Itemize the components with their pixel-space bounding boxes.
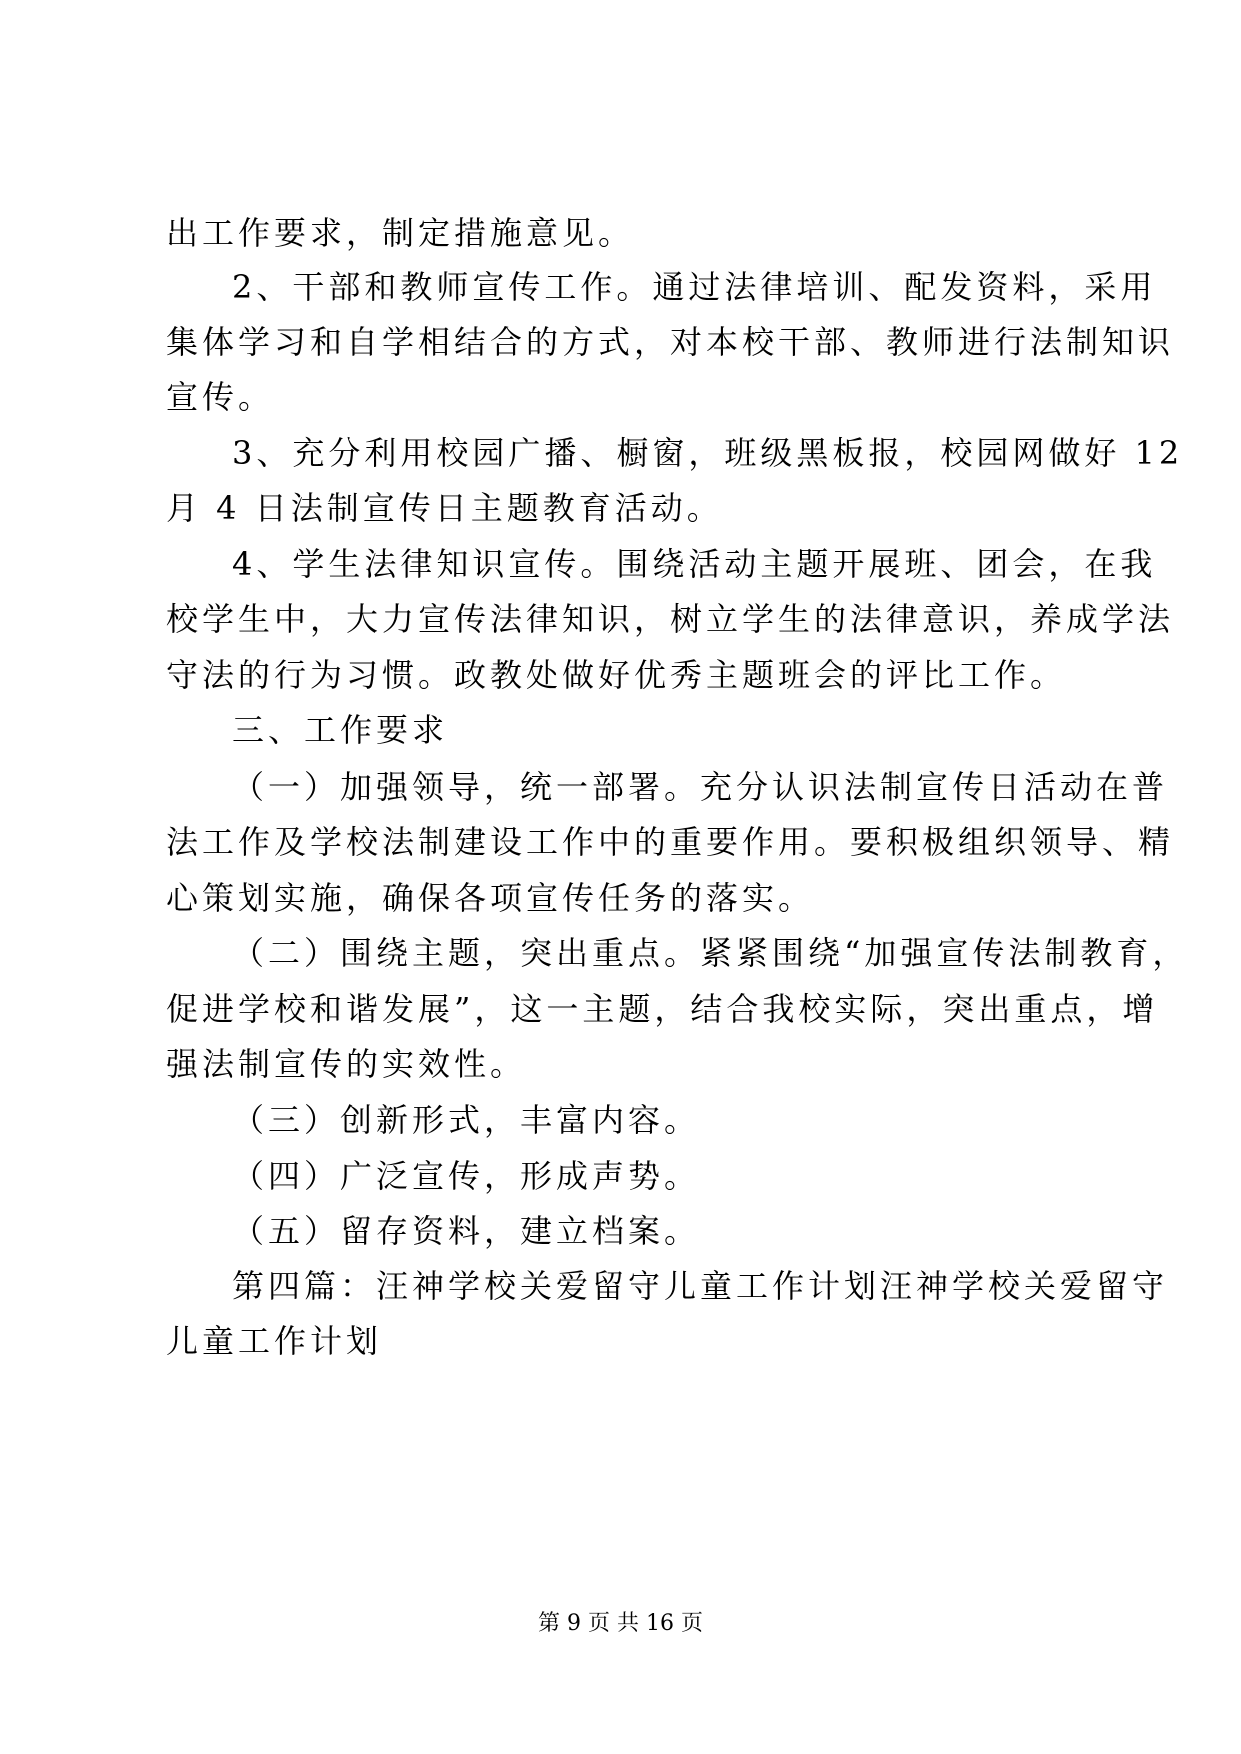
text-line-14: （二）围绕主题，突出重点。紧紧围绕“加强宣传法制教育， xyxy=(232,934,1189,972)
text-line-18: （四）广泛宣传，形成声势。 xyxy=(232,1157,701,1195)
text-line-5: 3、充分利用校园广播、橱窗，班级黑板报，校园网做好 12 xyxy=(232,434,1184,472)
text-line-21: 儿童工作计划 xyxy=(166,1322,383,1360)
text-line-11: （一）加强领导，统一部署。充分认识法制宣传日活动在普 xyxy=(232,768,1169,806)
text-line-7: 4、学生法律知识宣传。围绕活动主题开展班、团会，在我 xyxy=(232,545,1157,583)
text-line-6: 月 4 日法制宣传日主题教育活动。 xyxy=(166,489,723,527)
text-line-17: （三）创新形式，丰富内容。 xyxy=(232,1101,701,1139)
text-line-9: 守法的行为习惯。政教处做好优秀主题班会的评比工作。 xyxy=(166,656,1067,694)
text-line-20: 第四篇：汪神学校关爱留守儿童工作计划汪神学校关爱留守 xyxy=(232,1267,1169,1305)
text-line-4: 宣传。 xyxy=(166,378,275,416)
text-line-12: 法工作及学校法制建设工作中的重要作用。要积极组织领导、精 xyxy=(166,823,1175,861)
text-line-1: 出工作要求，制定措施意见。 xyxy=(166,214,635,252)
text-line-8: 校学生中，大力宣传法律知识，树立学生的法律意识，养成学法 xyxy=(166,600,1175,638)
text-line-16: 强法制宣传的实效性。 xyxy=(166,1045,527,1083)
text-line-19: （五）留存资料，建立档案。 xyxy=(232,1212,701,1250)
page-number-footer: 第 9 页 共 16 页 xyxy=(538,1611,703,1636)
text-line-10: 三、工作要求 xyxy=(232,711,449,749)
text-line-3: 集体学习和自学相结合的方式，对本校干部、教师进行法制知识 xyxy=(166,323,1175,361)
text-line-2: 2、干部和教师宣传工作。通过法律培训、配发资料，采用 xyxy=(232,268,1157,306)
text-line-13: 心策划实施，确保各项宣传任务的落实。 xyxy=(166,879,815,917)
text-line-15: 促进学校和谐发展”，这一主题，结合我校实际，突出重点，增 xyxy=(166,990,1159,1028)
